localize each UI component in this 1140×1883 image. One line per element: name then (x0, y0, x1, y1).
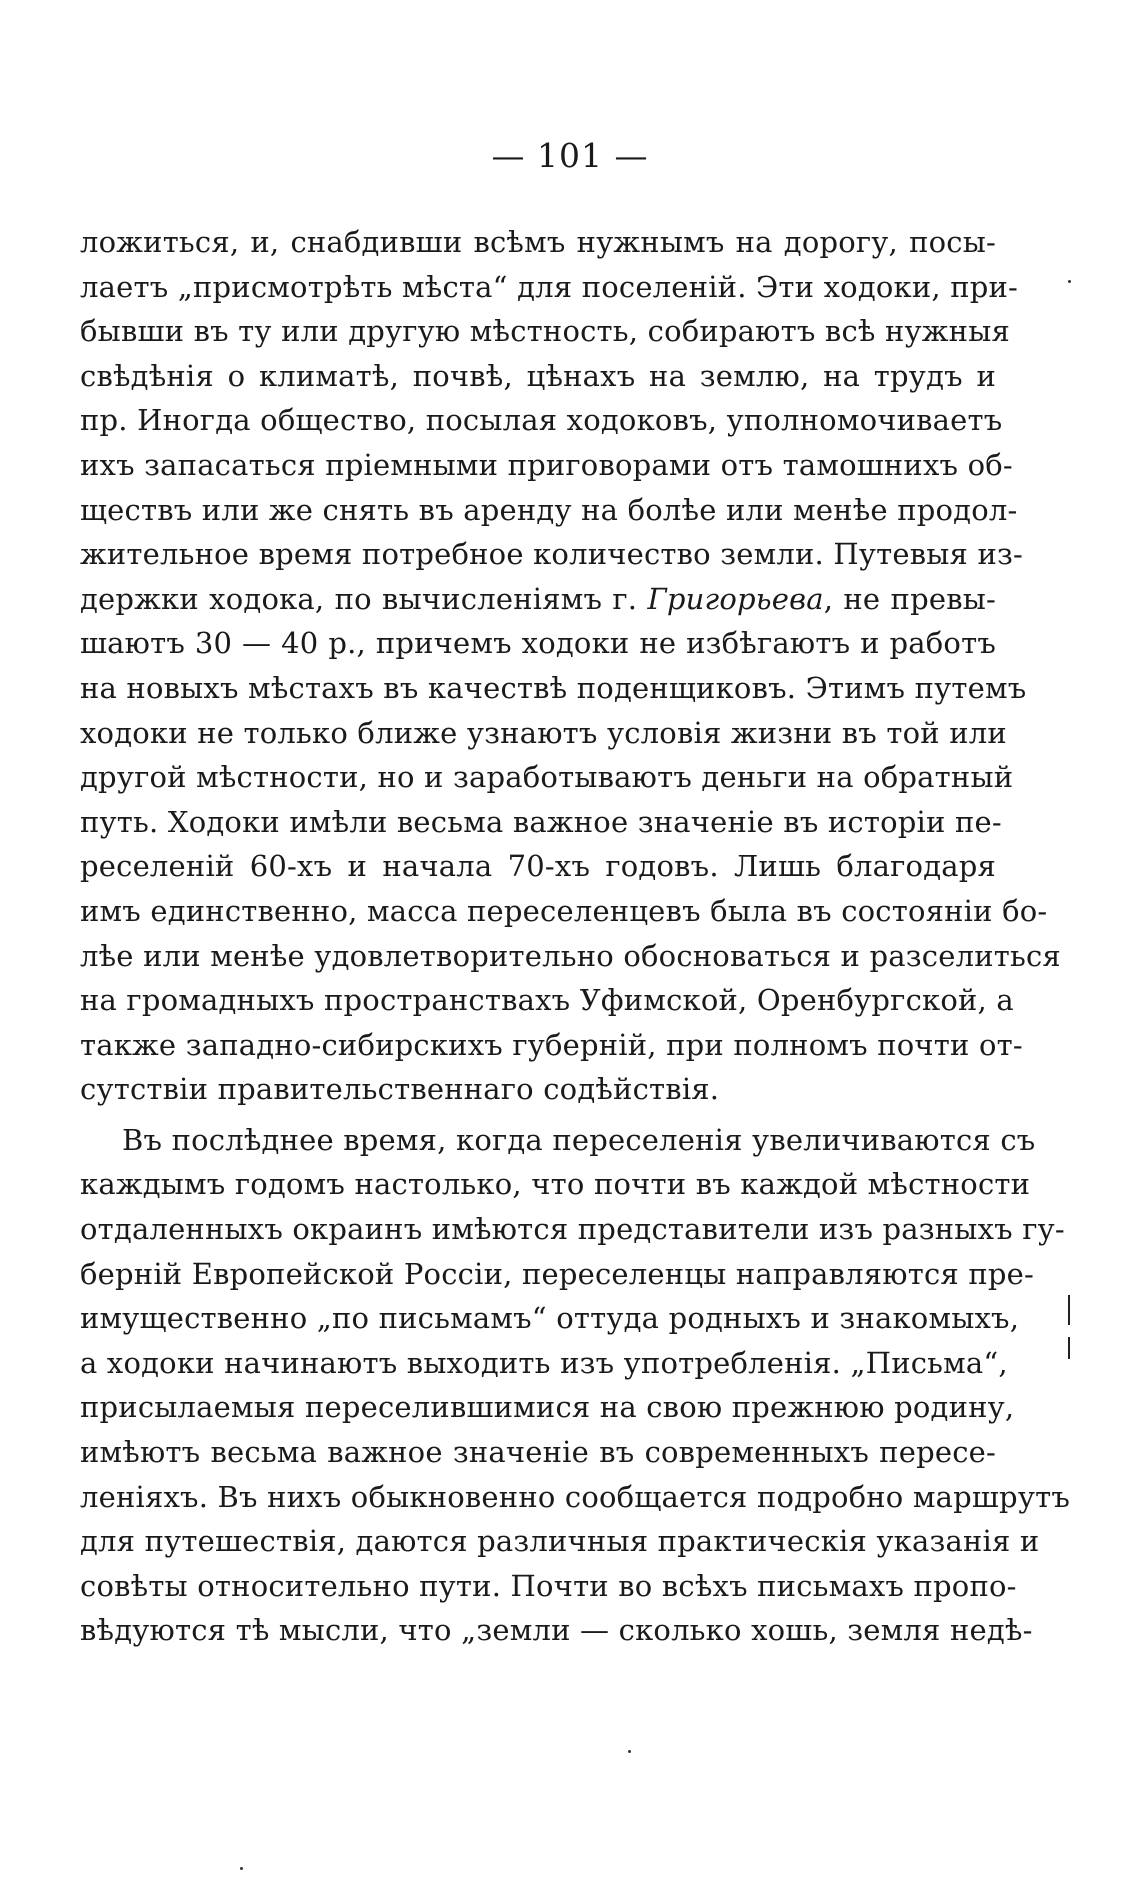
text-line (80, 577, 996, 622)
text-line: берній Европейской Россіи, переселенцы направляются пре- (80, 1256, 1034, 1291)
text-line: реселеній 60-хъ и начала 70-хъ годовъ. Лишь благодаря (80, 849, 996, 884)
text-line: присылаемыя переселившимися на свою прежнюю родину, (80, 1390, 1015, 1425)
author-name-italic: Григорьева (647, 581, 824, 616)
scan-speck (628, 1750, 631, 1753)
text-fragment: держки ходока, по вычисленіямъ г. (80, 581, 648, 616)
text-line: имѣютъ весьма важное значеніе въ современныхъ пересе- (80, 1435, 996, 1470)
text-line: бывши въ ту или другую мѣстность, собираютъ всѣ нужныя (80, 314, 1010, 349)
scan-speck (240, 1867, 243, 1870)
page-number: — 101 — (491, 136, 649, 175)
text-line: имущественно „по письмамъ“ оттуда родныхъ и знакомыхъ, (80, 1301, 1020, 1336)
text-line: свѣдѣнія о климатѣ, почвѣ, цѣнахъ на землю, на трудъ и (80, 358, 996, 393)
text-line: отдаленныхъ окраинъ имѣются представители изъ разныхъ гу- (80, 1212, 1065, 1247)
text-line: каждымъ годомъ настолько, что почти въ каждой мѣстности (80, 1167, 1031, 1202)
text-line: также западно-сибирскихъ губерній, при полномъ почти от- (80, 1027, 1023, 1062)
text-line: ходоки не только ближе узнаютъ условія жизни въ той или (80, 715, 1007, 750)
text-line: ихъ запасаться пріемными приговорами отъ тамошнихъ об- (80, 447, 1013, 482)
text-line: лаетъ „присмотрѣть мѣста“ для поселеній. Эти ходоки, при- (80, 269, 1019, 304)
text-line: ложиться, и, снабдивши всѣмъ нужнымъ на дорогу, посы- (80, 225, 996, 259)
text-fragment: , не превы- (823, 581, 997, 616)
text-line: для путешествія, даются различныя практическія указанія и (80, 1524, 1040, 1559)
body-text (80, 220, 1070, 1653)
text-line: леніяхъ. Въ нихъ обыкновенно сообщается подробно маршрутъ (80, 1479, 1070, 1514)
margin-pencil-mark (1068, 1337, 1070, 1359)
text-line: ществъ или же снять въ аренду на болѣе или менѣе продол- (80, 492, 1018, 527)
text-line: на новыхъ мѣстахъ въ качествѣ поденщиковъ. Этимъ путемъ (80, 670, 1027, 705)
text-line: совѣты относительно пути. Почти во всѣхъ письмахъ пропо- (80, 1568, 1017, 1603)
margin-pencil-mark (1068, 1295, 1070, 1325)
text-line: сутствіи правительственнаго содѣйствія. (80, 1072, 720, 1107)
text-line: пр. Иногда общество, посылая ходоковъ, уполномочиваетъ (80, 403, 1003, 438)
text-line: путь. Ходоки имѣли весьма важное значеніе въ исторіи пе- (80, 804, 1002, 839)
text-line: имъ единственно, масса переселенцевъ была въ состояніи бо- (80, 893, 1048, 928)
text-line: другой мѣстности, но и заработываютъ деньги на обратный (80, 760, 1014, 795)
paragraph-1 (80, 220, 1061, 1112)
text-line: шаютъ 30 — 40 р., причемъ ходоки не избѣгаютъ и работъ (80, 626, 996, 661)
text-line: вѣдуются тѣ мысли, что „земли — сколько хошь, земля недѣ- (80, 1613, 1033, 1648)
paragraph-2 (80, 1118, 1070, 1653)
text-line: лѣе или менѣе удовлетворительно обосноваться и разселиться (80, 938, 1061, 973)
text-line: Въ послѣднее время, когда переселенія увеличиваются съ (122, 1122, 1036, 1157)
text-line: на громадныхъ пространствахъ Уфимской, Оренбургской, а (80, 983, 1014, 1018)
scan-speck (1068, 280, 1071, 283)
text-line: жительное время потребное количество земли. Путевыя из- (80, 537, 1024, 572)
text-line: а ходоки начинаютъ выходить изъ употребленія. „Письма“, (80, 1345, 1008, 1380)
